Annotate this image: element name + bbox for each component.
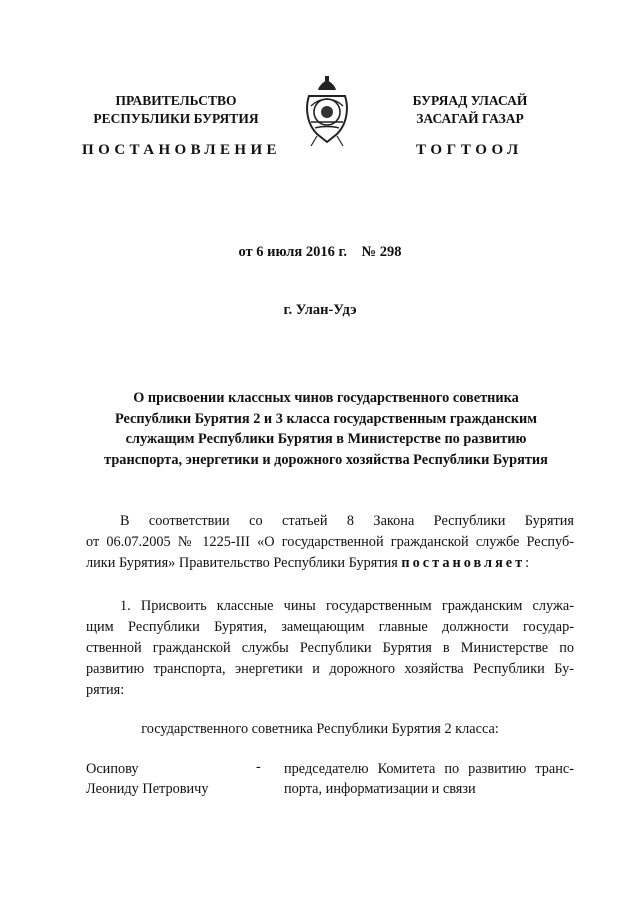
rank-heading: государственного советника Республики Бурятия 2 класса: [141, 721, 499, 737]
appointee-given-name: Леониду Петровичу [86, 781, 209, 797]
item-1-line-5: рятия: [86, 682, 125, 698]
coat-of-arms-emblem [301, 74, 353, 150]
preamble-line-3-end: : [525, 555, 530, 571]
preamble-line-1: В соответствии со статьей 8 Закона Республики Бурятия [120, 513, 574, 529]
decree-date-line [0, 244, 640, 261]
item-1-line-1: 1. Присвоить классные чины государственным гражданским служа- [120, 598, 574, 614]
item-1-line-2: щим Республики Бурятия, замещающим главные должности государ- [86, 619, 574, 635]
title-line-3: служащим Республики Бурятия в Министерстве по развитию [125, 431, 527, 447]
item-1-line-4: развитию транспорта, энергетики и дорожного хозяйства Республики Бу- [86, 661, 574, 677]
title-line-2: Республики Бурятия 2 и 3 класса государственным гражданским [114, 410, 537, 427]
decree-title [70, 388, 582, 470]
header-left-line-1: ПРАВИТЕЛЬСТВО [115, 93, 237, 108]
preamble-paragraph [86, 511, 574, 574]
decree-type-ru: ПОСТАНОВЛЕНИЕ [82, 142, 281, 158]
header-government-ru [82, 92, 270, 128]
title-line-4: транспорта, энергетики и дорожного хозяйства Республики Бурятия [104, 451, 548, 468]
appointee-name [86, 759, 209, 799]
item-1-line-3: ственной гражданской службы Республики Бурятия в Министерстве по [86, 640, 574, 656]
item-1-paragraph [86, 596, 574, 701]
appointee-surname: Осипову [86, 761, 139, 777]
header-right-line-2: ЗАСАГАЙ ГАЗАР [416, 111, 524, 126]
decree-date: от 6 июля 2016 г. [238, 244, 348, 260]
header-right-line-1: БУРЯАД УЛАСАЙ [412, 93, 528, 108]
position-line-2: порта, информатизации и связи [284, 781, 476, 797]
decree-type-bua: ТОГТООЛ [416, 142, 523, 158]
resolves-word: постановляет [401, 555, 526, 571]
position-line-1: председателю Комитета по развитию транс- [284, 761, 574, 777]
preamble-line-3 [86, 553, 574, 574]
header-left-line-2: РЕСПУБЛИКИ БУРЯТИЯ [93, 111, 259, 126]
decree-city: г. Улан-Удэ [283, 302, 357, 318]
appointee-dash: - [256, 759, 261, 775]
header-government-bua [378, 92, 562, 128]
preamble-line-2: от 06.07.2005 № 1225-III «О государственной гражданской службе Респуб- [86, 534, 574, 550]
title-line-1: О присвоении классных чинов государственного советника [133, 390, 519, 406]
preamble-line-3-start: лики Бурятия» Правительство Республики Бурятия [86, 555, 398, 571]
decree-number: № 298 [361, 244, 402, 260]
appointee-position [284, 759, 574, 799]
